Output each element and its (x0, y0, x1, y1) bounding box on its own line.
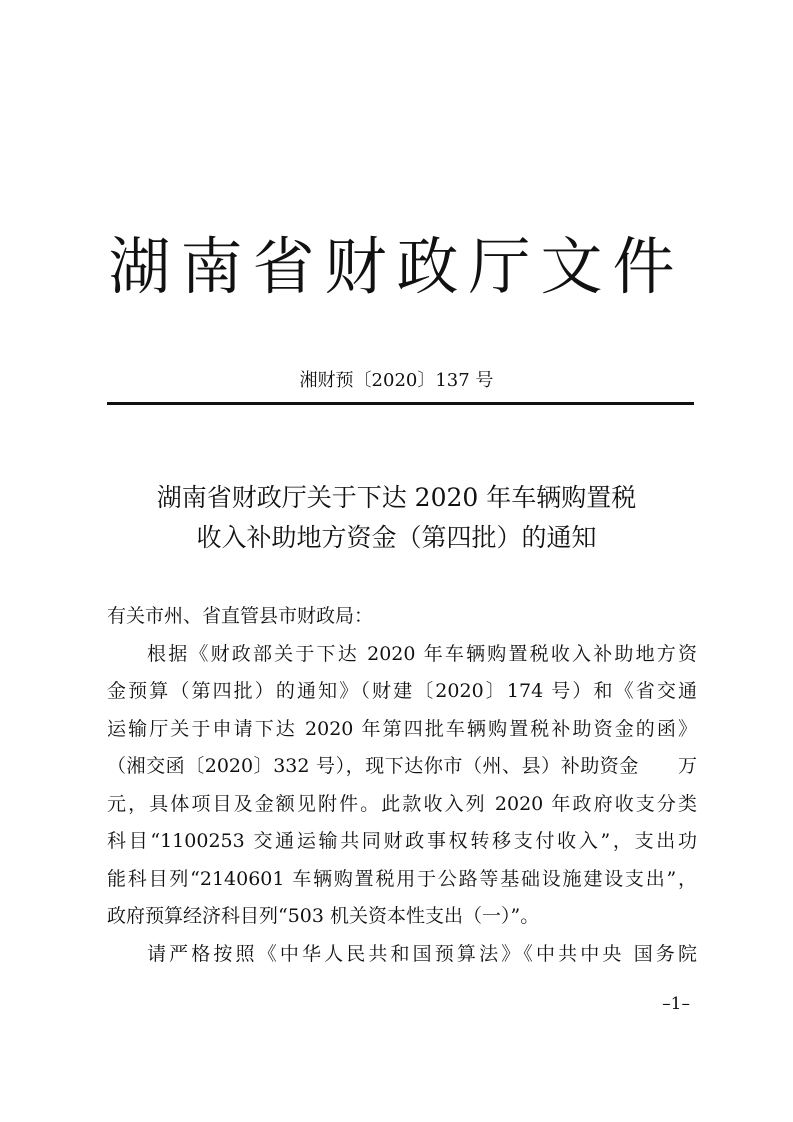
body-line: （湘交函〔2020〕332 号），现下达你市（州、县）补助资金 万 (107, 755, 697, 777)
notice-title (0, 478, 793, 558)
body-line: 请严格按照《中华人民共和国预算法》《中共中央 国务院 (147, 942, 697, 965)
notice-title-line-1: 湖南省财政厅关于下达 2020 年车辆购置税 (156, 483, 637, 512)
page-number: –1– (662, 994, 690, 1014)
body-line: 政府预算经济科目列“503 机关资本性支出（一）”。 (107, 905, 540, 927)
document-header-title: 湖南省财政厅文件 (108, 230, 685, 303)
body-line: 科目“1100253 交通运输共同财政事权转移支付收入”，支出功 (107, 830, 697, 852)
body-line: 运输厅关于申请下达 2020 年第四批车辆购置税补助资金的函》 (107, 717, 697, 740)
notice-body (107, 598, 697, 973)
body-line: 金预算（第四批）的通知》（财建〔2020〕174 号）和《省交通 (107, 680, 697, 702)
salutation: 有关市州、省直管县市财政局： (107, 605, 374, 627)
notice-title-line-2: 收入补助地方资金（第四批）的通知 (196, 523, 597, 552)
body-line: 能科目列“2140601 车辆购置税用于公路等基础设施建设支出”， (107, 867, 697, 890)
body-line: 根据《财政部关于下达 2020 年车辆购置税收入补助地方资 (147, 642, 697, 665)
document-number: 湘财预〔2020〕137 号 (299, 370, 494, 391)
header-divider-line (107, 402, 694, 405)
body-line: 元，具体项目及金额见附件。此款收入列 2020 年政府收支分类 (107, 792, 697, 815)
